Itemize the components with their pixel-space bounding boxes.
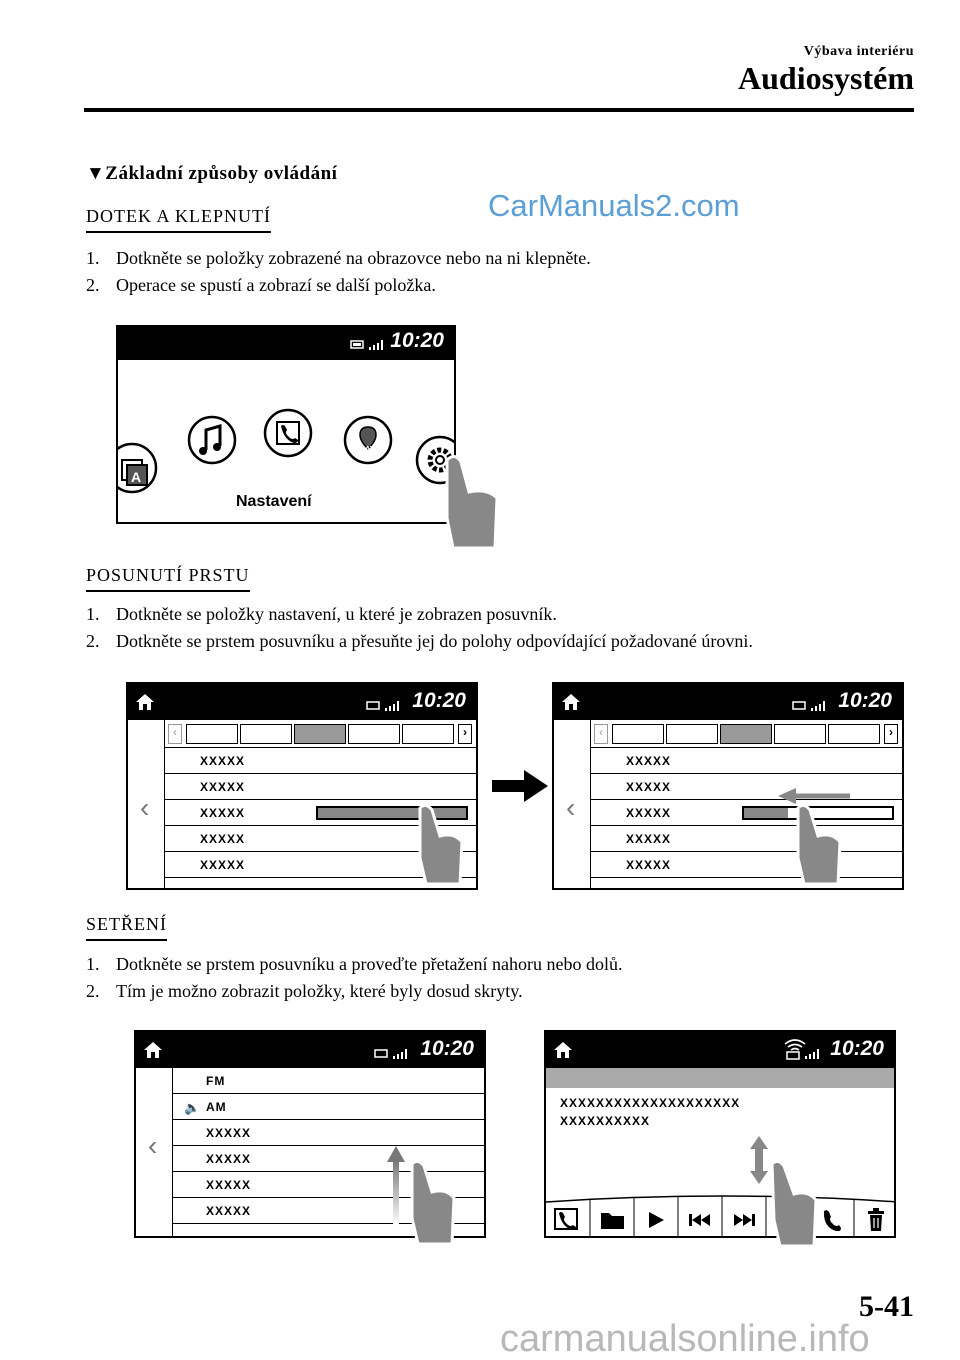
control-bar	[546, 1192, 896, 1238]
back-icon[interactable]: ‹	[140, 792, 150, 823]
header-rule	[84, 108, 914, 112]
swipe-up-arrow-icon	[386, 1146, 406, 1226]
watermark-bottom: carmanualsonline.info	[500, 1318, 870, 1360]
row-label: XXXXX	[206, 1204, 252, 1218]
status-bar	[554, 684, 902, 720]
main-heading: ▼Základní způsoby ovládání	[86, 163, 338, 184]
row-label: XXXXX	[626, 780, 672, 794]
phone-icon	[265, 410, 311, 456]
tap-screen	[116, 325, 456, 524]
wifi-signal-icon	[782, 1036, 826, 1062]
list-item[interactable]	[172, 1094, 486, 1120]
swipe-step-1	[86, 954, 623, 975]
list-item[interactable]	[172, 1120, 486, 1146]
message-line-1: XXXXXXXXXXXXXXXXXXXX	[560, 1096, 741, 1110]
music-icon	[189, 417, 235, 463]
row-label: XXXXX	[626, 832, 672, 846]
tab-left-arrow[interactable]: ‹	[168, 724, 182, 744]
delete-icon[interactable]	[866, 1208, 886, 1232]
message-line-2: XXXXXXXXXX	[560, 1114, 651, 1128]
tab-right-arrow[interactable]: ›	[884, 724, 898, 744]
tab-strip	[590, 720, 904, 748]
finger-icon	[410, 800, 470, 890]
finger-icon	[788, 800, 848, 890]
clock: 10:20	[412, 689, 466, 712]
list-item[interactable]	[164, 748, 478, 774]
clock: 10:20	[390, 329, 444, 352]
folder-icon[interactable]	[600, 1210, 626, 1230]
row-label: XXXXX	[200, 806, 246, 820]
list-item[interactable]	[590, 748, 904, 774]
swipe-screen-message	[544, 1030, 896, 1238]
tab-right-arrow[interactable]: ›	[458, 724, 472, 744]
page-number: 5-41	[859, 1290, 914, 1323]
home-icon	[142, 1040, 164, 1060]
speaker-icon: 🔈	[184, 1100, 202, 1115]
status-bar	[546, 1032, 894, 1068]
home-icon	[560, 692, 582, 712]
applications-icon	[118, 444, 156, 492]
clock: 10:20	[838, 689, 892, 712]
tab[interactable]	[774, 724, 826, 744]
message-header-bar	[546, 1068, 896, 1088]
step-text: Dotkněte se položky nastavení, u které je zobrazen posuvník.	[116, 604, 557, 624]
settings-label: Nastavení	[236, 493, 312, 510]
step-num: 1.	[86, 248, 100, 268]
list-item[interactable]	[164, 774, 478, 800]
tab[interactable]	[402, 724, 454, 744]
status-bar	[136, 1032, 484, 1068]
app-letter: A	[131, 469, 142, 485]
phone-message-icon[interactable]	[554, 1208, 580, 1232]
tab[interactable]	[666, 724, 718, 744]
tab[interactable]	[186, 724, 238, 744]
list-item[interactable]	[590, 774, 904, 800]
finger-icon	[404, 1156, 464, 1250]
battery-signal-icon	[366, 700, 406, 712]
row-label: XXXXX	[206, 1178, 252, 1192]
battery-signal-icon	[374, 1048, 414, 1060]
swipe-title: SETŘENÍ	[86, 914, 167, 941]
battery-signal-icon	[792, 700, 832, 712]
row-label: XXXXX	[626, 806, 672, 820]
slide-step-2	[86, 631, 753, 652]
finger-icon	[764, 1156, 828, 1252]
row-label: XXXXX	[200, 832, 246, 846]
tab[interactable]	[828, 724, 880, 744]
row-label: XXXXX	[626, 754, 672, 768]
step-num: 2.	[86, 275, 100, 295]
list-item[interactable]	[590, 826, 904, 852]
list-item[interactable]	[590, 800, 904, 826]
status-bar	[128, 684, 476, 720]
slide-title: POSUNUTÍ PRSTU	[86, 565, 250, 592]
tab-left-arrow[interactable]: ‹	[594, 724, 608, 744]
tab-active[interactable]	[294, 724, 346, 744]
row-label: AM	[206, 1100, 227, 1114]
battery-signal-icon	[350, 339, 390, 351]
status-bar	[118, 327, 454, 360]
row-label: XXXXX	[200, 780, 246, 794]
play-icon[interactable]	[646, 1210, 666, 1230]
step-text: Tím je možno zobrazit položky, které byly dosud skryty.	[116, 981, 523, 1001]
row-label: XXXXX	[206, 1126, 252, 1140]
step-num: 2.	[86, 631, 100, 651]
step-num: 2.	[86, 981, 100, 1001]
tab[interactable]	[348, 724, 400, 744]
clock: 10:20	[830, 1037, 884, 1060]
tap-step-2	[86, 275, 436, 296]
row-label: XXXXX	[206, 1152, 252, 1166]
tab-strip	[164, 720, 478, 748]
step-text: Operace se spustí a zobrazí se další položka.	[116, 275, 436, 295]
previous-icon[interactable]	[688, 1213, 712, 1227]
tab-active[interactable]	[720, 724, 772, 744]
step-num: 1.	[86, 604, 100, 624]
home-icon	[552, 1040, 574, 1060]
step-text: Dotkněte se prstem posuvníku a proveďte přetažení nahoru nebo dolů.	[116, 954, 623, 974]
row-label: XXXXX	[200, 754, 246, 768]
row-label: XXXXX	[200, 858, 246, 872]
row-label: FM	[206, 1074, 226, 1088]
tap-title: DOTEK A KLEPNUTÍ	[86, 206, 271, 233]
finger-tap-icon	[425, 440, 500, 550]
navigation-icon	[345, 417, 391, 463]
next-icon[interactable]	[732, 1213, 756, 1227]
back-icon[interactable]: ‹	[566, 792, 576, 823]
step-text: Dotkněte se položky zobrazené na obrazovce nebo na ni klepněte.	[116, 248, 591, 268]
row-label: XXXXX	[626, 858, 672, 872]
tab[interactable]	[612, 724, 664, 744]
section-subtitle: Výbava interiéru	[803, 44, 914, 59]
clock: 10:20	[420, 1037, 474, 1060]
tab[interactable]	[240, 724, 292, 744]
slider-fill	[744, 808, 788, 818]
tap-step-1	[86, 248, 591, 269]
list-item[interactable]	[172, 1068, 486, 1094]
step-num: 1.	[86, 954, 100, 974]
section-title: Audiosystém	[737, 60, 914, 96]
right-arrow-icon	[490, 768, 550, 804]
watermark-top: CarManuals2.com	[488, 188, 740, 223]
swipe-step-2	[86, 981, 523, 1002]
slide-step-1	[86, 604, 557, 625]
back-icon[interactable]: ‹	[148, 1130, 158, 1161]
step-text: Dotkněte se prstem posuvníku a přesuňte jej do polohy odpovídající požadované úrovni.	[116, 631, 753, 651]
nav-text: NAV	[359, 445, 376, 454]
home-icon	[134, 692, 156, 712]
list-item[interactable]	[590, 852, 904, 878]
